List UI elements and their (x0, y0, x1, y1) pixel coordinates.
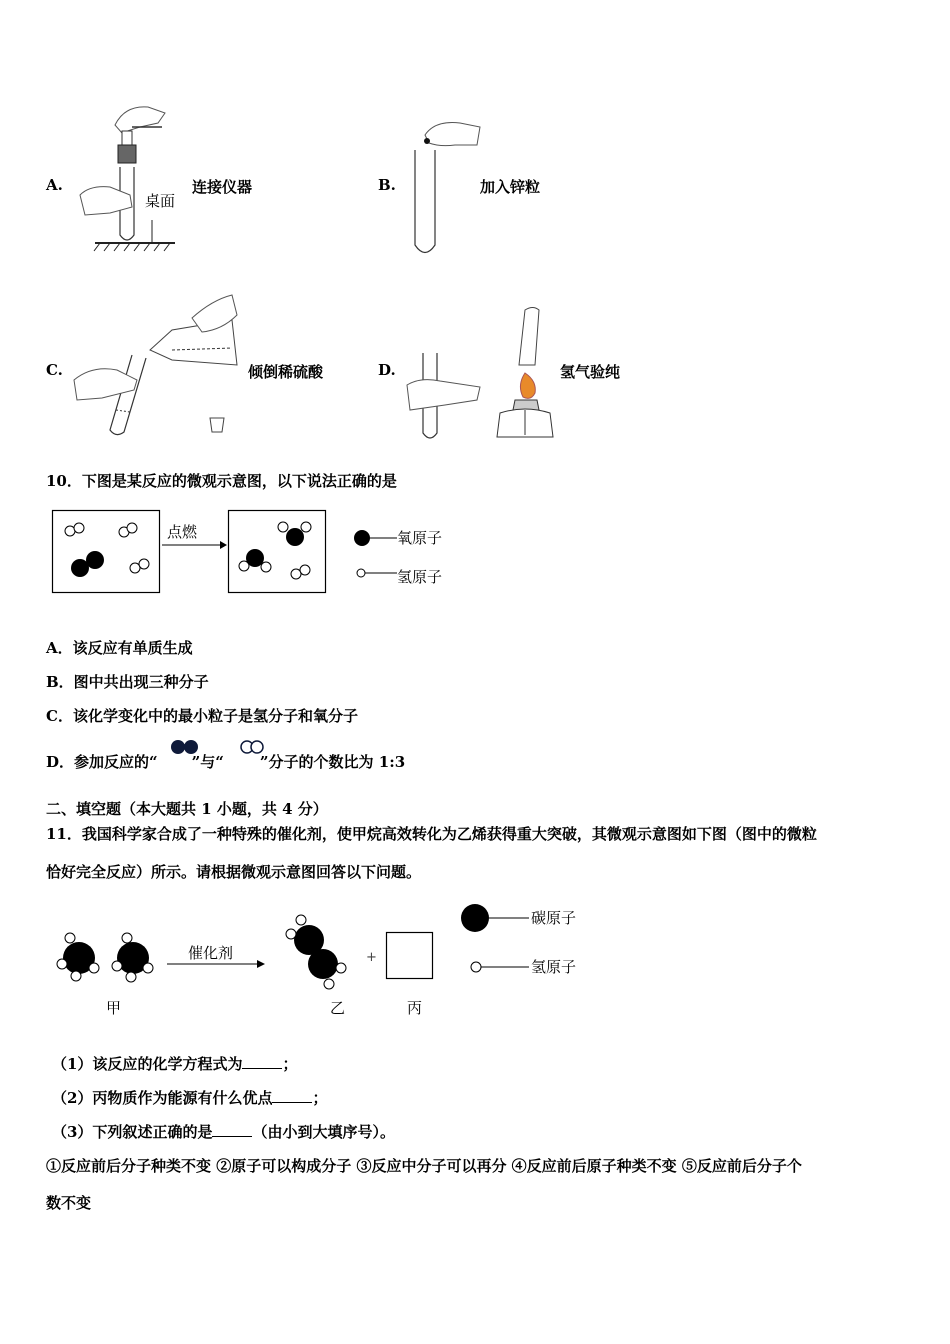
label-bing: 丙 (407, 999, 423, 1017)
hydrogen-purity-test-illustration (405, 305, 555, 445)
option-d-text: 氢气验纯 (560, 363, 621, 381)
hydrogen-atom-legend: 氢原子 (397, 568, 443, 586)
q11-stem-line1: 11．我国科学家合成了一种特殊的催化剂，使甲烷高效转化为乙烯获得重大突破，其微观示意图如下图（图中的微粒 (46, 825, 817, 843)
label-jia: 甲 (106, 999, 122, 1017)
q11-reaction-diagram (55, 898, 595, 1008)
carbon-atom-legend: 碳原子 (531, 909, 577, 927)
hydrogen-molecule-icon (236, 738, 270, 756)
q11-stem-line2: 恰好完全反应）所示。请根据微观示意图回答以下问题。 (46, 863, 422, 881)
section-2-title: 二、填空题（本大题共 1 小题，共 4 分） (46, 800, 328, 818)
catalyst-label: 催化剂 (188, 944, 234, 962)
option-d-letter: D. (378, 361, 396, 379)
oxygen-molecule-icon (168, 738, 202, 756)
option-c-text: 倾倒稀硫酸 (248, 363, 324, 381)
q10-choice-d-post: ”分子的个数比为 1:3 (259, 753, 406, 771)
q10-choice-d-pre: D．参加反应的“ (46, 753, 158, 771)
plus-sign: + (366, 950, 377, 965)
answer-blank-1[interactable] (242, 1054, 282, 1069)
q11-sub1-end: ； (282, 1055, 298, 1073)
label-yi: 乙 (330, 999, 346, 1017)
oxygen-atom-legend: 氧原子 (397, 529, 443, 547)
q10-choice-a[interactable]: A．该反应有单质生成 (46, 639, 193, 657)
q11-sub1 (52, 1053, 297, 1074)
q10-choice-d-mid: ”与“ (191, 753, 224, 771)
q11-sub3-text: （3）下列叙述正确的是 (52, 1123, 213, 1141)
option-b-letter: B. (378, 176, 396, 194)
q11-sub3-end: （由小到大填序号）。 (252, 1123, 395, 1141)
connect-apparatus-illustration (70, 95, 190, 255)
option-b-text: 加入锌粒 (480, 178, 541, 196)
answer-blank-2[interactable] (272, 1088, 312, 1103)
q11-sub2 (52, 1087, 327, 1108)
q11-statements-line1: ①反应前后分子种类不变 ②原子可以构成分子 ③反应中分子可以再分 ④反应前后原子种类不变 ⑤反应前后分子个 (46, 1157, 802, 1175)
q10-choice-b[interactable]: B．图中共出现三种分子 (46, 673, 209, 691)
q11-sub1-text: （1）该反应的化学方程式为 (52, 1055, 243, 1073)
option-a-text: 连接仪器 (192, 178, 253, 196)
q11-statements-line2: 数不变 (46, 1194, 92, 1212)
q10-stem: 10．下图是某反应的微观示意图，以下说法正确的是 (46, 472, 397, 490)
option-c-letter: C. (46, 361, 63, 379)
q10-choice-d[interactable] (46, 751, 405, 772)
pour-acid-illustration (72, 290, 242, 440)
q11-sub2-end: ； (312, 1089, 328, 1107)
q11-sub3 (52, 1121, 395, 1142)
q11-sub2-text: （2）丙物质作为能源有什么优点 (52, 1089, 273, 1107)
option-a-letter: A. (46, 176, 63, 194)
table-surface-label: 桌面 (145, 192, 176, 210)
ignite-label: 点燃 (167, 523, 198, 541)
add-zinc-illustration (405, 115, 485, 260)
hydrogen-atom-legend-q11: 氢原子 (531, 958, 577, 976)
answer-blank-3[interactable] (212, 1122, 252, 1137)
q10-choice-c[interactable]: C．该化学变化中的最小粒子是氢分子和氧分子 (46, 707, 358, 725)
